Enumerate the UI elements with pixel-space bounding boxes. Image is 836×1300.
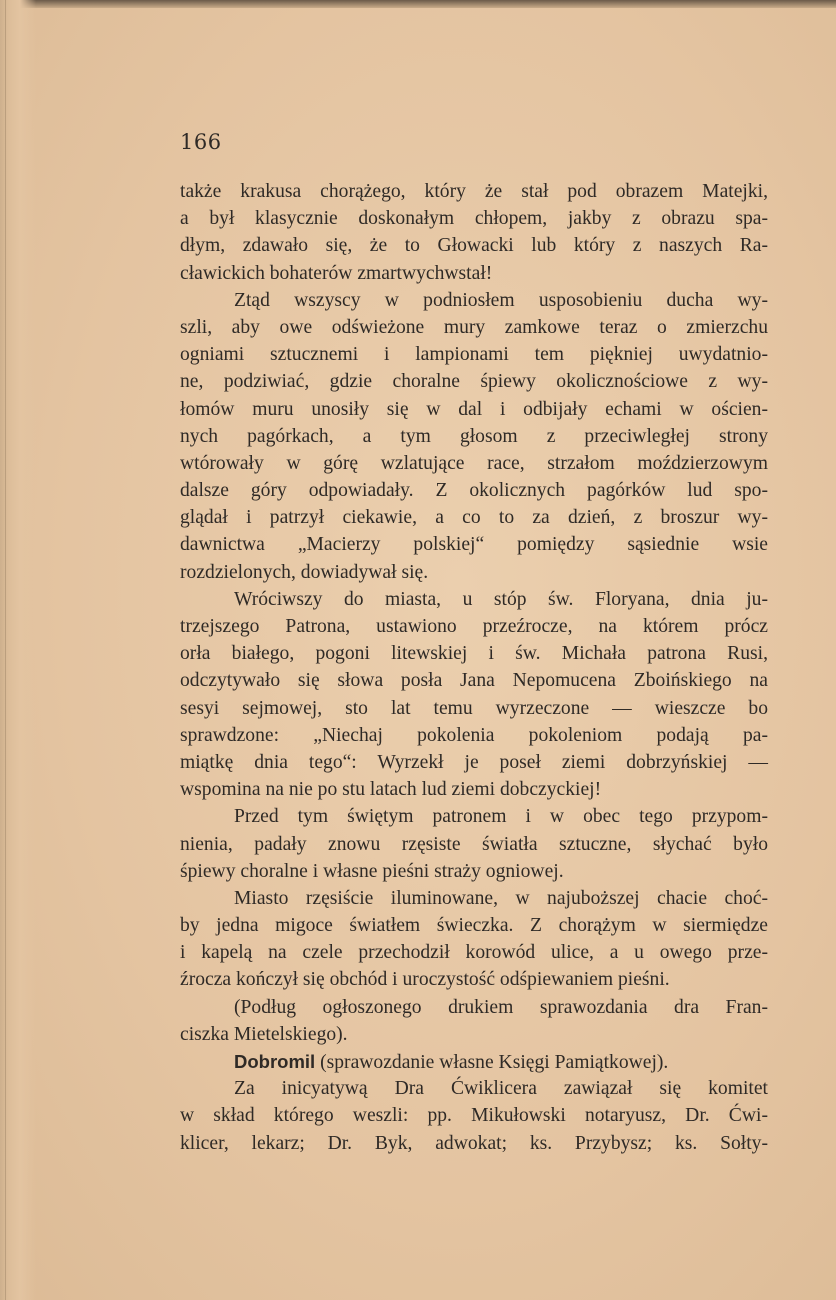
text-line: (Podług ogłoszonego drukiem sprawozdania dra Fran- <box>234 996 768 1018</box>
text-line: Przed tym świętym patronem i w obec tego przypom- <box>234 806 768 828</box>
section-heading-rest: (sprawozdanie własne Księgi Pamiątkowej). <box>315 1052 669 1073</box>
text-line: trzejszego Patrona, ustawiono przeźrocze, na którem prócz <box>180 616 768 637</box>
text-line: śpiewy choralne i własne pieśni straży ogniowej. <box>180 860 564 882</box>
body-text <box>180 178 768 1157</box>
text-line: i kapelą na czele przechodził korowód ulice, a u owego prze- <box>180 942 768 964</box>
text-line: ciszka Mietelskiego). <box>180 1023 348 1045</box>
text-line: sprawdzone: „Niechaj pokolenia pokoleniom podają pa- <box>180 724 768 746</box>
text-line: Za inicyatywą Dra Ćwiklicera zawiązał się komitet <box>234 1078 768 1100</box>
text-line: cławickich bohaterów zmartwychwstał! <box>180 262 493 284</box>
text-line: rozdzielonych, dowiadywał się. <box>180 561 429 583</box>
text-line: wspomina na nie po stu latach lud ziemi dobczyckiej! <box>180 779 602 801</box>
page-number: 166 <box>180 130 222 154</box>
text-line: ogniami sztucznemi i lampionami tem piękniej uwydatnio- <box>180 344 768 366</box>
text-line: orła białego, pogoni litewskiej i św. Michała patrona Rusi, <box>180 643 768 665</box>
text-line: łomów muru unosiły się w dal i odbijały echami w ościen- <box>180 398 768 420</box>
page-fold-line <box>5 0 6 1300</box>
text-line: nienia, padały znowu rzęsiste światła sztuczne, słychać było <box>180 833 768 855</box>
text-line: Wróciwszy do miasta, u stóp św. Floryana, dnia ju- <box>234 588 768 610</box>
section-heading-line <box>180 1048 768 1075</box>
text-line: wtórowały w górę wzlatujące race, strzałom moździerzowym <box>180 452 768 474</box>
text-line: dawnictwa „Macierzy polskiej“ pomiędzy sąsiednie wsie <box>180 534 768 556</box>
page-top-edge <box>0 0 836 8</box>
text-line: glądał i patrzył ciekawie, a co to za dzień, z broszur wy- <box>180 507 768 529</box>
paragraphs-bottom <box>180 1075 768 1157</box>
text-line: Ztąd wszyscy w podniosłem usposobieniu ducha wy- <box>234 289 768 311</box>
section-heading: Dobromil <box>234 1051 316 1072</box>
text-line: odczytywało się słowa posła Jana Nepomucena Zboińskiego na <box>180 670 768 692</box>
text-line: ne, podziwiać, gdzie choralne śpiewy okolicznościowe z wy- <box>180 371 768 393</box>
text-line: dalsze góry odpowiadały. Z okolicznych pagórków lud spo- <box>180 480 768 502</box>
text-line: w skład którego weszli: pp. Mikułowski notaryusz, Dr. Ćwi- <box>180 1105 768 1127</box>
text-line: nych pagórkach, a tym głosom z przeciwległej strony <box>180 425 768 447</box>
text-line: także krakusa chorążego, który że stał pod obrazem Matejki, <box>180 181 768 202</box>
text-line: sesyi sejmowej, sto lat temu wyrzeczone — wieszcze bo <box>180 697 768 719</box>
text-line: a był klasycznie doskonałym chłopem, jakby z obrazu spa- <box>180 208 768 230</box>
text-line: dłym, zdawało się, że to Głowacki lub który z naszych Ra- <box>180 235 768 257</box>
text-line: Miasto rzęsiście iluminowane, w najuboższej chacie choć- <box>234 887 768 909</box>
paragraphs-top <box>180 178 768 1048</box>
text-line: miątkę dnia tego“: Wyrzekł je poseł ziemi dobrzyńskiej — <box>180 751 768 773</box>
text-line: by jedna migoce światłem świeczka. Z chorążym w siermiędze <box>180 915 768 937</box>
text-line: klicer, lekarz; Dr. Byk, adwokat; ks. Przybysz; ks. Sołty- <box>180 1132 768 1154</box>
text-line: szli, aby owe odświeżone mury zamkowe teraz o zmierzchu <box>180 316 768 338</box>
text-line: źrocza kończył się obchód i uroczystość odśpiewaniem pieśni. <box>180 969 670 991</box>
